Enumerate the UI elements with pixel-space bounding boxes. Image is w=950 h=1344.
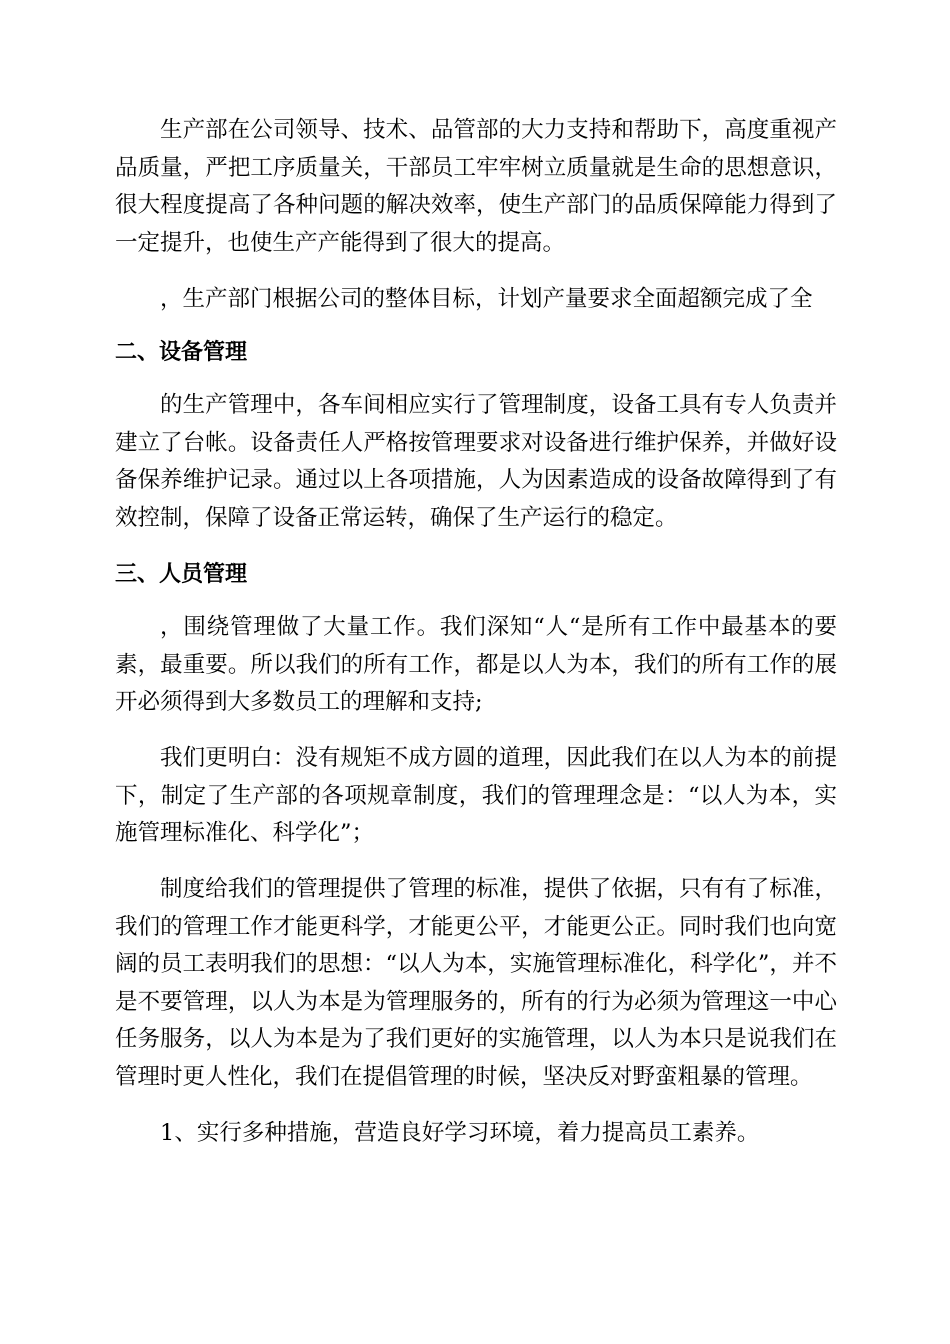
paragraph-production-target: ，生产部门根据公司的整体目标，计划产量要求全面超额完成了全 — [160, 286, 813, 312]
paragraph-people-oriented: ，围绕管理做了大量工作。我们深知“人“是所有工作中最基本的要素，最重要。所以我们的所有工作，都是以人为本，我们的所有工作的展开必须得到大多数员工的理解和支持; — [115, 614, 837, 716]
heading-equipment-management: 二、设备管理 — [115, 339, 248, 365]
heading-personnel-management: 三、人员管理 — [115, 561, 248, 587]
paragraph-learning-environment: 1、实行多种措施，营造良好学习环境，着力提高员工素养。 — [160, 1120, 760, 1146]
paragraph-management-standards: 制度给我们的管理提供了管理的标准，提供了依据，只有有了标准，我们的管理工作才能更科学，才能更公平，才能更公正。同时我们也向宽阔的员工表明我们的思想：“以人为本，实施管理标准化，科学化”，并不是不要管理，以人为本是为管理服务的，所有的行为必须为管理这一中心任务服务，以人为本是为了我们更好的实施管理，以人为本只是说我们在管理时更人性化，我们在提倡管理的时候，坚决反对野蛮粗暴的管理。 — [115, 876, 837, 1090]
paragraph-equipment-management: 的生产管理中，各车间相应实行了管理制度，设备工具有专人负责并建立了台帐。设备责任人严格按管理要求对设备进行维护保养，并做好设备保养维护记录。通过以上各项措施，人为因素造成的设备故障得到了有效控制，保障了设备正常运转，确保了生产运行的稳定。 — [115, 392, 837, 531]
paragraph-rules-regulations: 我们更明白：没有规矩不成方圆的道理，因此我们在以人为本的前提下，制定了生产部的各项规章制度，我们的管理理念是：“以人为本，实施管理标准化、科学化”； — [115, 745, 837, 847]
paragraph-production-quality: 生产部在公司领导、技术、品管部的大力支持和帮助下，高度重视产品质量，严把工序质量关，干部员工牢牢树立质量就是生命的思想意识，很大程度提高了各种问题的解决效率，使生产部门的品质保障能力得到了一定提升，也使生产产能得到了很大的提高。 — [115, 117, 837, 256]
